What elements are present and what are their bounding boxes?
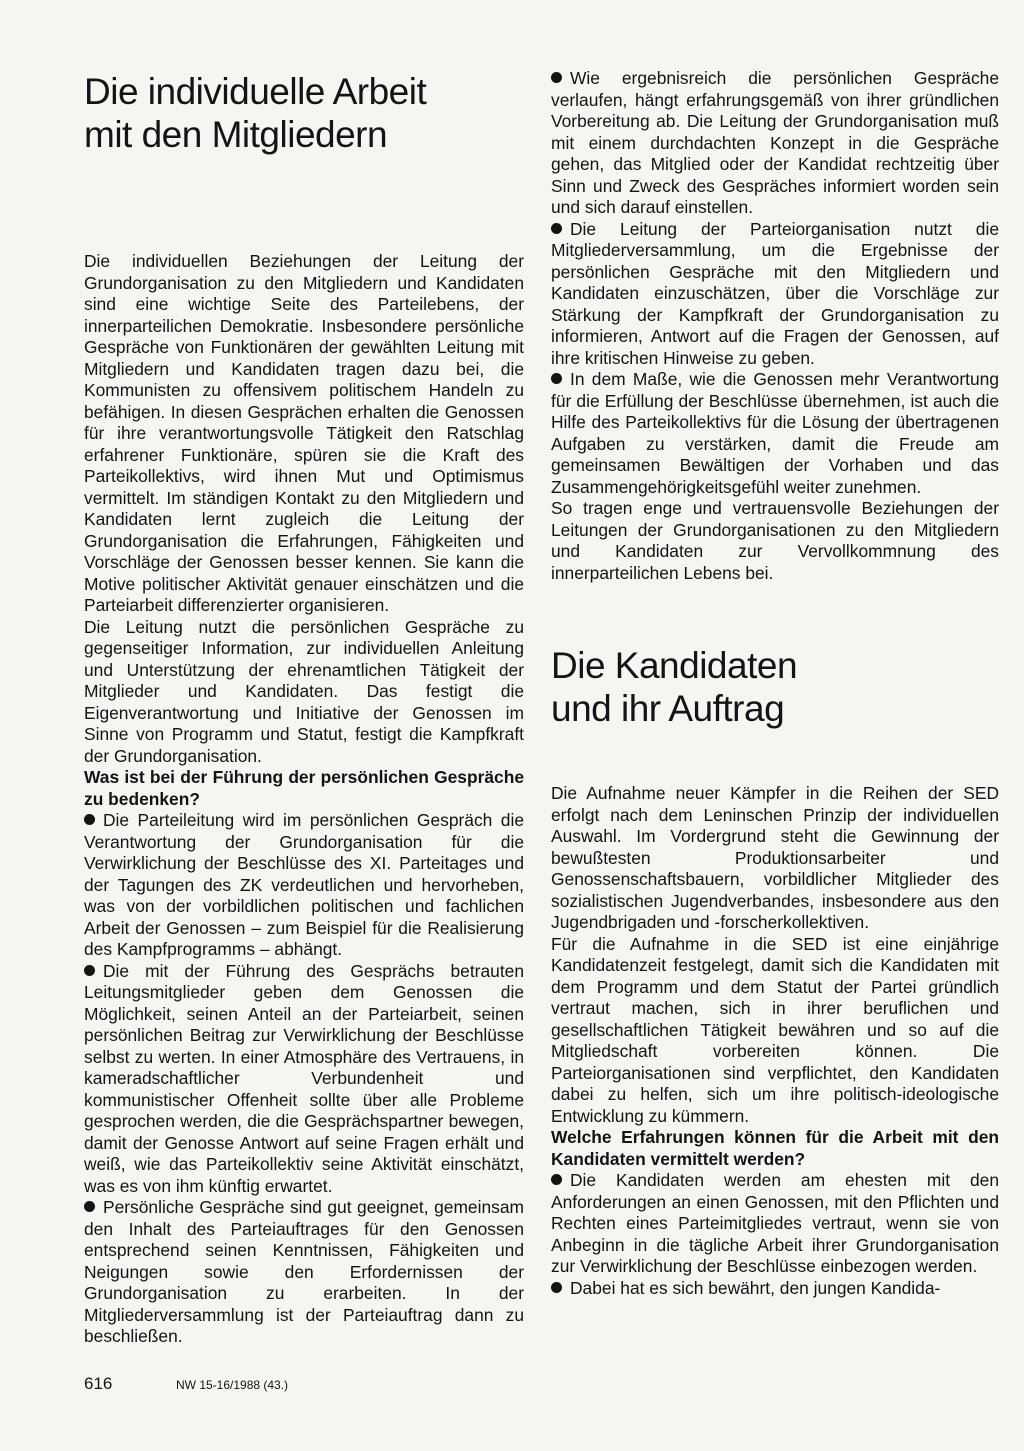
article-title bbox=[551, 644, 999, 730]
paragraph: Die individuellen Beziehungen der Leitung der Grundorganisation zu den Mitgliedern und Kandidaten sind eine wichtige Seite des Parteilebens, der innerparteilichen Demokratie. Insbesondere persönliche Gespräche von Funktionären der gewählten Leitung mit Mitgliedern und Kandidaten tragen dazu bei, die Kommunisten zu offensivem politischem Handeln zu befähigen. In diesen Gesprächen erhalten die Genossen für ihre verantwortungsvolle Tätigkeit den Ratschlag erfahrener Funktionäre, spüren sie die Kraft des Parteikollektivs, wird ihnen Mut und Optimismus vermittelt. Im ständigen Kontakt zu den Mitgliedern und Kandidaten lernt zugleich die Leitung der Grundorganisation die Erfahrungen, Fähigkeiten und Vorschläge der Genossen besser kennen. Sie kann die Motive politischer Aktivität genauer einschätzen und die Parteiarbeit differenzierter organisieren. bbox=[84, 251, 524, 615]
article-title bbox=[84, 70, 524, 156]
bullet-icon bbox=[551, 1174, 562, 1185]
bullet-item bbox=[84, 810, 524, 961]
page-number: 616 bbox=[84, 1374, 113, 1393]
subheading: Was ist bei der Führung der persönlichen Gespräche zu bedenken? bbox=[84, 767, 524, 809]
right-column bbox=[551, 68, 999, 1299]
bullet-text: Persönliche Gespräche sind gut geeignet, gemeinsam den Inhalt des Parteiauftrages für den Genossen entsprechend seinen Kenntnissen, Fähigkeiten und Neigungen sowie den Erfordernissen der Grundorganisation zu erarbeiten. In der Mitgliederversammlung ist der Parteiauftrag dann zu beschließen. bbox=[84, 1197, 524, 1346]
bullet-text: Dabei hat es sich bewährt, den jungen Kandida- bbox=[570, 1277, 941, 1298]
paragraph: Die Leitung nutzt die persönlichen Gespräche zu gegenseitiger Information, zur individuellen Anleitung und Unterstützung der ehrenamtlichen Tätigkeit der Mitglieder und Kandidaten. Das festigt die Eigenverantwortung und Initiative der Genossen im Sinne von Programm und Statut, festigt die Kampfkraft der Grundorganisation. bbox=[84, 616, 524, 766]
paragraph: Die Aufnahme neuer Kämpfer in die Reihen der SED erfolgt nach dem Leninschen Prinzip der individuellen Auswahl. Im Vordergrund steht die Gewinnung der bewußtesten Produktionsarbeiter und Genossenschaftsbauern, vorbildlicher Mitglieder des sozialistischen Jugendverbandes, insbesondere aus den Jugendbrigaden und -forscherkollektiven. bbox=[551, 783, 999, 932]
article-title-line2: mit den Mitgliedern bbox=[84, 114, 388, 155]
article-title-line2: und ihr Auftrag bbox=[551, 688, 785, 729]
bullet-text: Wie ergebnisreich die persönlichen Gespräche verlaufen, hängt erfahrungsgemäß von ihrer gründlichen Vorbereitung ab. Die Leitung der Grundorganisation muß mit einem durchdachten Konzept in die Gespräche gehen, das Mitglied oder der Kandidat rechtzeitig über Sinn und Zweck des Gespräches informiert worden sein und sich darauf einstellen. bbox=[551, 68, 999, 217]
paragraph: Für die Aufnahme in die SED ist eine einjährige Kandidatenzeit festgelegt, damit sich die Kandidaten mit dem Programm und dem Statut der Partei gründlich vertraut machen, sich in ihrer beruflichen und gesellschaftlichen Tätigkeit bewähren und so auf die Mitgliedschaft vorbereiten können. Die Parteiorganisationen sind verpflichtet, den Kandidaten dabei zu helfen, sich um ihre politisch-ideologische Entwicklung zu kümmern. bbox=[551, 933, 999, 1126]
bullet-text: Die Leitung der Parteiorganisation nutzt die Mitgliederversammlung, um die Ergebnisse der persönlichen Gespräche mit den Mitgliedern und Kandidaten einzuschätzen, über die Vorschläge zur Stärkung der Kampfkraft der Grundorganisation zu informieren, Antwort auf die Fragen der Genossen, auf ihre kritischen Hinweise zu geben. bbox=[551, 218, 999, 368]
issue-label: NW 15-16/1988 (43.) bbox=[176, 1378, 289, 1392]
bullet-icon bbox=[84, 1201, 95, 1212]
bullet-item bbox=[551, 1278, 999, 1300]
bullet-icon bbox=[84, 965, 95, 976]
bullet-icon bbox=[84, 814, 95, 825]
article-title-line1: Die individuelle Arbeit bbox=[84, 71, 427, 112]
paragraph: So tragen enge und vertrauensvolle Beziehungen der Leitungen der Grundorganisationen zu den Mitgliedern und Kandidaten zur Vervollkommnung des innerparteilichen Lebens bei. bbox=[551, 498, 999, 583]
bullet-icon bbox=[551, 223, 562, 234]
bullet-item bbox=[84, 961, 524, 1198]
bullet-text: Die Kandidaten werden am ehesten mit den Anforderungen an einen Genossen, mit den Pflichten und Rechten eines Parteimitgliedes vertraut, wenn sie von Anbeginn in die tägliche Arbeit ihrer Grundorganisation zur Verwirklichung der Beschlüsse einbezogen werden. bbox=[551, 1170, 999, 1276]
bullet-icon bbox=[551, 373, 562, 384]
bullet-text: In dem Maße, wie die Genossen mehr Verantwortung für die Erfüllung der Beschlüsse übernehmen, ist auch die Hilfe des Parteikollektivs für die Lösung der übertragenen Aufgaben zu verstärken, damit die Freude am gemeinsamen Bewältigen der Vorhaben und das Zusammengehörigkeitsgefühl weiter zunehmen. bbox=[551, 369, 999, 497]
bullet-icon bbox=[551, 72, 562, 83]
bullet-item bbox=[551, 219, 999, 370]
bullet-text: Die Parteileitung wird im persönlichen Gespräch die Verantwortung der Grundorganisation für die Verwirklichung der Beschlüsse des XI. Parteitages und der Tagungen des ZK verdeutlichen und hervorheben, was von der vorbildlichen politischen und fachlichen Arbeit der Genossen – zum Beispiel für die Realisierung des Kampfprogramms – abhängt. bbox=[84, 810, 524, 959]
page-footer bbox=[84, 1374, 288, 1394]
bullet-item bbox=[551, 1170, 999, 1278]
subheading: Welche Erfahrungen können für die Arbeit mit den Kandidaten vermittelt werden? bbox=[551, 1127, 999, 1169]
bullet-text: Die mit der Führung des Gesprächs betrauten Leitungsmitglieder geben dem Genossen die Möglichkeit, seinen Anteil an der Parteiarbeit, seinen persönlichen Beitrag zur Verwirklichung der Beschlüsse selbst zu werten. In einer Atmosphäre des Vertrauens, in kameradschaftlicher Verbundenheit und kommunistischer Offenheit sollte über alle Probleme gesprochen werden, die die Gesprächspartner bewegen, damit der Genosse Antwort auf seine Fragen erhält und weiß, wie das Parteikollektiv seine Aktivität einschätzt, was es von ihm künftig erwartet. bbox=[84, 960, 524, 1196]
left-column bbox=[84, 62, 524, 1348]
article-title-line1: Die Kandidaten bbox=[551, 645, 798, 686]
bullet-icon bbox=[551, 1282, 562, 1293]
bullet-item bbox=[551, 68, 999, 219]
bullet-item bbox=[551, 369, 999, 498]
bullet-item bbox=[84, 1197, 524, 1348]
